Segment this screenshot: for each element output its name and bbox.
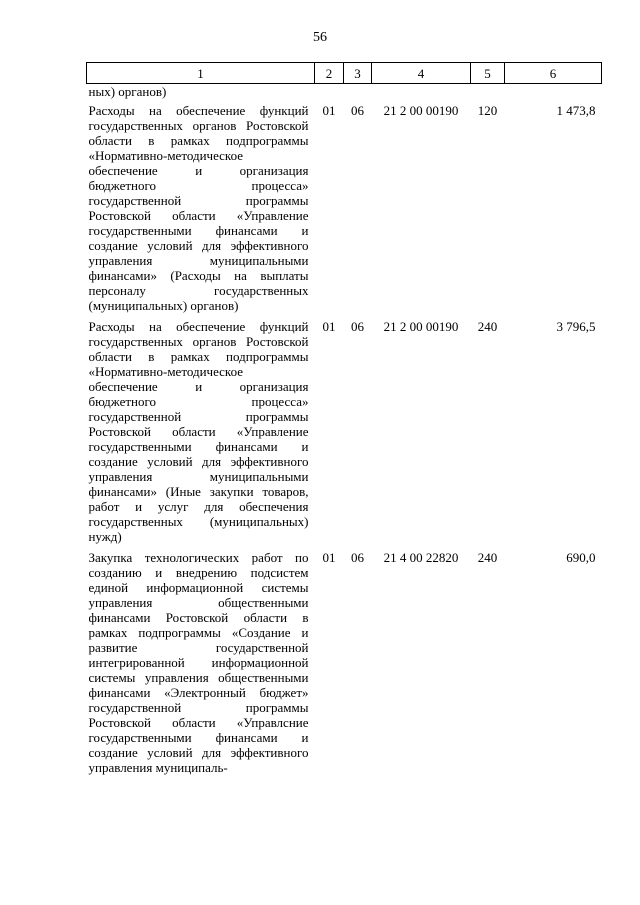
row-vr: 240 [477,319,498,334]
page-number: 56 [313,30,327,45]
row-pr: 06 [351,550,364,565]
header-col-4: 4 [372,63,471,84]
header-col-5: 5 [471,63,505,84]
continuation-row [87,84,602,104]
row-pr: 06 [351,319,364,334]
budget-table [86,62,602,781]
table-row [87,319,602,550]
row-csr: 21 2 00 00190 [383,103,459,118]
row-description: Расходы на обеспечение функций государственных органов Ростовской области в рамках подпрограммы «Нормативно-методическое обеспечение и организация бюджетного процесса» государственной программы Ростовской области «Управление государственными финансами и создание условий для эффективного управления муниципальными финансами» (Расходы на выплаты персоналу государственных (муниципальных) органов) [88,103,309,313]
row-csr: 21 2 00 00190 [383,319,459,334]
header-col-6: 6 [505,63,602,84]
header-col-2: 2 [315,63,344,84]
table-row [87,550,602,781]
row-description: Расходы на обеспечение функций государственных органов Ростовской области в рамках подпрограммы «Нормативно-методическое обеспечение и организация бюджетного процесса» государственной программы Ростовской области «Управление государственными финансами и создание условий для эффективного управления муниципальными финансами» (Иные закупки товаров, работ и услуг для обеспечения государственных (муниципальных) нужд) [88,319,309,544]
row-amount: 3 796,5 [556,319,596,334]
row-vr: 120 [477,103,498,118]
row-vr: 240 [477,550,498,565]
row-description: Закупка технологических работ по созданию и внедрению подсистем единой информационной системы управления общественными финансами Ростовской области в рамках подпрограммы «Создание и развитие государственной интегрированной информационной системы управления общественными финансами «Электронный бюджет» государственной программы Ростовской области «Управлсние государственными финансами и создание условий для эффективного управления муниципаль- [88,550,309,775]
header-row [87,63,602,84]
row-rz: 01 [322,550,336,565]
row-pr: 06 [351,103,364,118]
row-rz: 01 [322,103,336,118]
row-rz: 01 [322,319,336,334]
header-col-1: 1 [87,63,315,84]
row-amount: 1 473,8 [556,103,596,118]
table-row [87,103,602,319]
row-amount: 690,0 [566,550,596,565]
row-csr: 21 4 00 22820 [383,550,459,565]
header-col-3: 3 [344,63,372,84]
continuation-text: ных) органов) [88,84,167,99]
